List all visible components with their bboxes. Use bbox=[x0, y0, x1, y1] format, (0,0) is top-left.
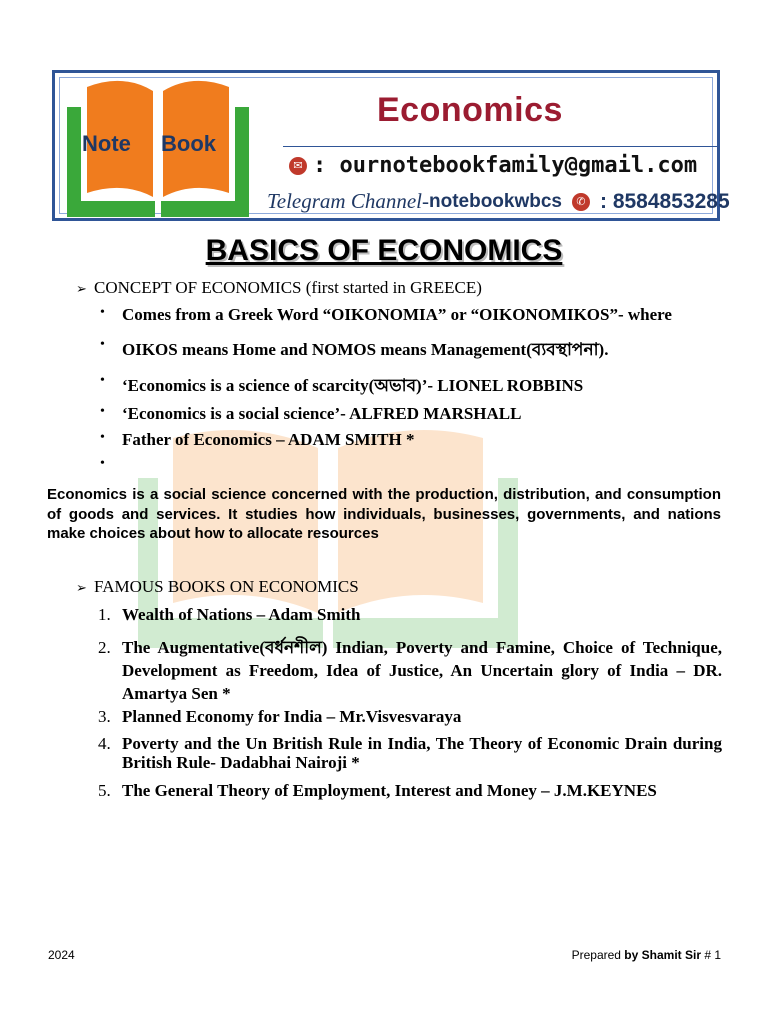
item-number: 5. bbox=[98, 781, 111, 800]
footer-page-number: # 1 bbox=[700, 948, 721, 962]
item-number: 3. bbox=[98, 707, 111, 726]
books-heading-text: FAMOUS BOOKS ON ECONOMICS bbox=[94, 577, 359, 596]
item-text: The Augmentative(বর্ধনশীল) Indian, Poverty and Famine, Choice of Technique, Development as Freedom, Idea of Justice, An Uncertain glory of India – DR. Amartya Sen * bbox=[122, 638, 722, 703]
footer-author: by Shamit Sir bbox=[624, 948, 701, 962]
logo-note-text: Note bbox=[82, 131, 131, 156]
banner-divider bbox=[283, 146, 717, 147]
item-text: The General Theory of Employment, Interest and Money – J.M.KEYNES bbox=[122, 781, 657, 800]
item-text: Wealth of Nations – Adam Smith bbox=[122, 605, 361, 624]
bullet-dot: • bbox=[100, 305, 105, 320]
arrow-bullet-icon: ➢ bbox=[76, 581, 87, 596]
concept-heading bbox=[76, 278, 482, 298]
numbered-item bbox=[98, 734, 722, 772]
item-number: 1. bbox=[98, 605, 111, 624]
telegram-label: Telegram Channel- bbox=[267, 189, 429, 213]
item-number: 2. bbox=[98, 638, 111, 657]
numbered-item bbox=[98, 706, 722, 728]
concept-heading-text: CONCEPT OF ECONOMICS bbox=[94, 278, 302, 297]
phone-icon: ✆ bbox=[572, 193, 590, 211]
numbered-item bbox=[98, 636, 722, 705]
page-title: BASICS OF ECONOMICS bbox=[205, 234, 563, 267]
definition-paragraph: Economics is a social science concerned with the production, distribution, and consumption of goods and services. It studies how individuals, businesses, governments, and nations make choices about how to allocate resources bbox=[47, 486, 721, 542]
bullet-dot: • bbox=[100, 456, 105, 471]
phone-number[interactable]: : 8584853285 bbox=[600, 189, 730, 213]
item-number: 4. bbox=[98, 734, 111, 753]
telegram-handle[interactable]: notebookwbcs bbox=[428, 190, 562, 212]
bullet-text: OIKOS means Home and NOMOS means Management(ব্যবস্থাপনা). bbox=[122, 340, 609, 359]
list-item bbox=[100, 305, 672, 325]
logo-book-text: Book bbox=[161, 131, 216, 156]
email-text[interactable]: : ournotebookfamily@gmail.com bbox=[313, 153, 698, 178]
bullet-text: ‘Economics is a science of scarcity(অভাব)’- LIONEL ROBBINS bbox=[122, 376, 584, 395]
numbered-item bbox=[98, 780, 722, 802]
email-row bbox=[289, 153, 697, 178]
item-text: Planned Economy for India – Mr.Visvesvaraya bbox=[122, 707, 462, 726]
list-item bbox=[100, 456, 122, 472]
bullet-text: ‘Economics is a social science’- ALFRED MARSHALL bbox=[122, 404, 522, 423]
list-item bbox=[100, 430, 414, 450]
bullet-dot: • bbox=[100, 373, 105, 388]
books-heading bbox=[76, 577, 359, 597]
list-item bbox=[100, 404, 521, 424]
footer-prepared-prefix: Prepared bbox=[571, 948, 625, 962]
footer-credit bbox=[572, 948, 721, 962]
list-item bbox=[100, 337, 608, 365]
bullet-text: Comes from a Greek Word “OIKONOMIA” or “OIKONOMIKOS”- where bbox=[122, 305, 672, 324]
bullet-dot: • bbox=[100, 337, 105, 352]
banner-title: Economics bbox=[377, 91, 563, 129]
email-icon: ✉ bbox=[289, 157, 307, 175]
list-item bbox=[100, 373, 583, 401]
bullet-text: Father of Economics – ADAM SMITH * bbox=[122, 430, 415, 449]
bullet-dot: • bbox=[100, 404, 105, 419]
concept-heading-note: (first started in GREECE) bbox=[301, 278, 482, 297]
item-text: Poverty and the Un British Rule in India, The Theory of Economic Drain during British Rule- Dadabhai Nairoji * bbox=[122, 734, 722, 772]
footer-year: 2024 bbox=[48, 948, 75, 962]
header-banner bbox=[52, 70, 730, 221]
bullet-dot: • bbox=[100, 430, 105, 445]
numbered-item bbox=[98, 604, 722, 626]
arrow-bullet-icon: ➢ bbox=[76, 282, 87, 297]
telegram-row bbox=[267, 189, 730, 214]
